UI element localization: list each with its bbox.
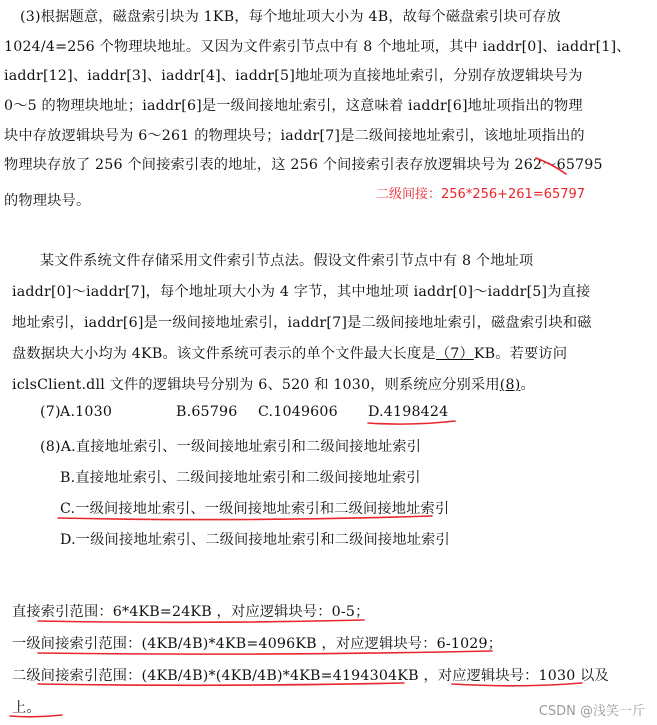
option7-a: A.1030 [60, 404, 113, 420]
red-annotation: 二级间接：256*256+261=65797 [376, 187, 586, 202]
question-line-2: iaddr[0]～iaddr[7]，每个地址项大小为 4 字节，其中地址项 iaddr[0]～iaddr[5]为直接 [12, 284, 591, 300]
question-line-5-text: iclsClient.dll 文件的逻辑块号分别为 6、520 和 1030，则系统应分别采用 [12, 377, 500, 393]
note-single-indirect: 一级间接索引范围：(4KB/4B)*4KB=4096KB ，对应逻辑块号：6-1029； [12, 636, 503, 652]
blank-7: （7） [435, 346, 474, 362]
passage1-line-1: (3)根据题意，磁盘索引块为 1KB，每个地址项大小为 4B，故每个磁盘索引块可存放 [20, 9, 562, 25]
question-line-5 [12, 374, 535, 394]
option8-d: D.一级间接地址索引、二级间接地址索引和二级间接地址索引 [60, 532, 450, 548]
option8-b: B.直接地址索引、二级间接地址索引和二级间接地址索引 [60, 470, 421, 486]
question-line-4-tail: KB。若要访问 [473, 346, 568, 362]
question-line-1: 某文件系统文件存储采用文件索引节点法。假设文件索引节点中有 8 个地址项 [40, 253, 534, 269]
question-line-4-text: 盘数据块大小均为 4KB。该文件系统可表示的单个文件最大长度是 [12, 346, 436, 362]
note-tail: 上。 [12, 700, 41, 716]
passage1-line-5: 块中存放逻辑块号为 6～261 的物理块号；iaddr[7]是二级间接地址索引，该地址项指出的 [4, 128, 585, 144]
passage1-line-4: 0～5 的物理块地址；iaddr[6]是一级间接地址索引，这意味着 iaddr[6]地址项指出的物理 [4, 98, 583, 114]
option7-d: D.4198424 [368, 404, 449, 420]
passage1-line-3: iaddr[12]、iaddr[3]、iaddr[4]、iaddr[5]地址项为直接地址索引，分别存放逻辑块号为 [4, 68, 583, 84]
passage1-line-2: 1024/4=256 个物理块地址。又因为文件索引节点中有 8 个地址项，其中 iaddr[0]、iaddr[1]、 [4, 39, 631, 55]
passage1-line-6: 物理块存放了 256 个间接索引表的地址，这 256 个间接索引表存放逻辑块号为 262～65795 [4, 157, 603, 173]
question-line-5-tail: 。 [520, 377, 535, 393]
option7-c: C.1049606 [258, 404, 338, 420]
blank-8: (8) [499, 377, 521, 393]
underline-option-d [368, 421, 455, 424]
note-direct-range: 直接索引范围：6*4KB=24KB ，对应逻辑块号：0-5； [12, 604, 370, 620]
question-line-4 [12, 343, 567, 363]
watermark: CSDN @浅笑一斤 [538, 704, 645, 719]
option8-a: (8)A.直接地址索引、一级间接地址索引和二级间接地址索引 [40, 439, 422, 455]
passage1-line-7: 的物理块号。 [4, 193, 91, 209]
question-line-3: 地址索引，iaddr[6]是一级间接地址索引，iaddr[7]是二级间接地址索引，磁盘索引块和磁 [12, 315, 592, 331]
option8-c: C.一级间接地址索引、一级间接地址索引和二级间接地址索引 [60, 501, 450, 517]
option7-b: B.65796 [176, 404, 238, 420]
note-double-indirect: 二级间接索引范围：(4KB/4B)*(4KB/4B)*4KB=4194304KB ，对应逻辑块号：1030 以及 [12, 668, 609, 684]
option7-label: (7) [40, 404, 61, 420]
